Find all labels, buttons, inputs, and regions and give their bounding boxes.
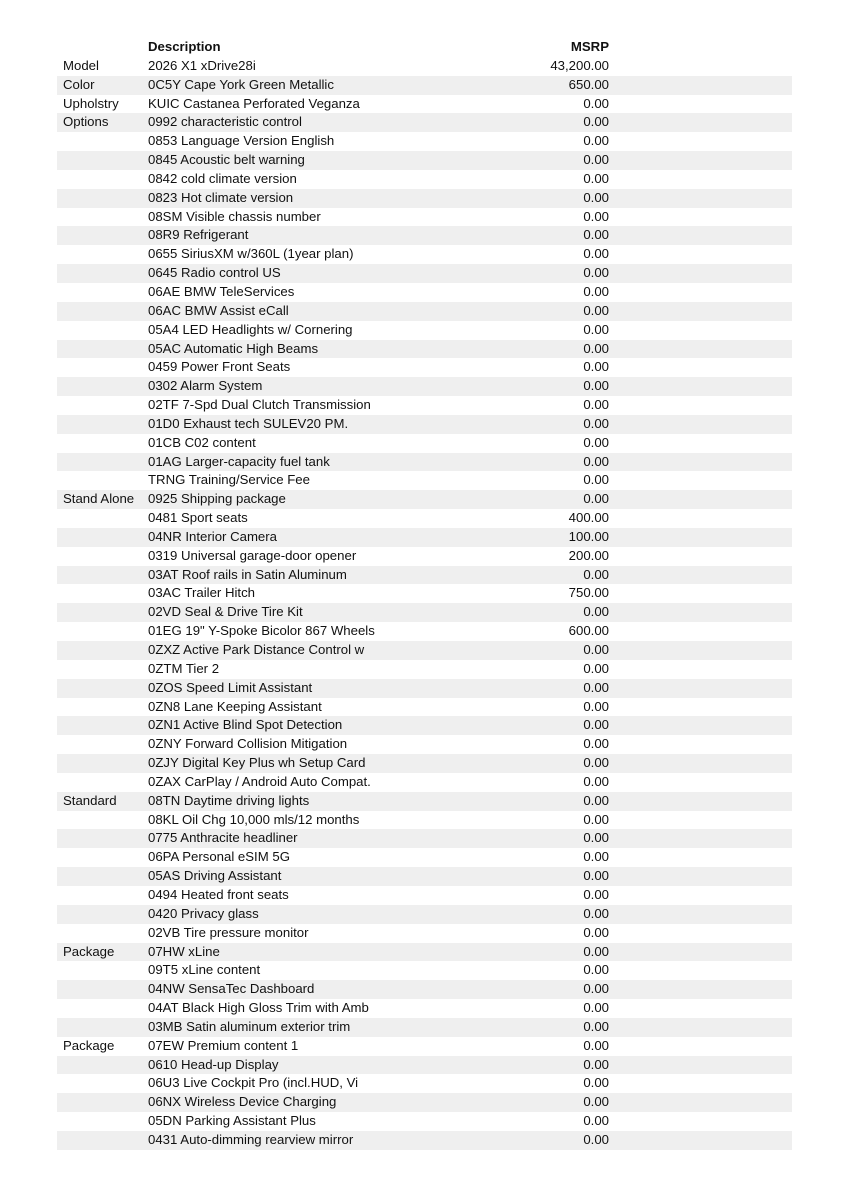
row-msrp: 0.00 (583, 415, 609, 431)
row-description: 0992 characteristic control (148, 114, 302, 130)
row-description: 03AC Trailer Hitch (148, 585, 255, 601)
row-description: 08TN Daytime driving lights (148, 792, 310, 808)
row-description: 06AC BMW Assist eCall (148, 302, 289, 318)
row-description: 08SM Visible chassis number (148, 208, 321, 224)
row-msrp: 0.00 (583, 1113, 609, 1129)
table-row (57, 340, 792, 359)
row-msrp: 43,200.00 (550, 57, 609, 73)
row-description: 0459 Power Front Seats (148, 359, 291, 375)
row-msrp: 0.00 (583, 679, 609, 695)
row-msrp: 650.00 (568, 76, 609, 92)
row-category: Model (63, 57, 99, 73)
row-description: 02VB Tire pressure monitor (148, 924, 309, 940)
row-msrp: 0.00 (583, 660, 609, 676)
row-description: 0319 Universal garage-door opener (148, 547, 357, 563)
table-row (57, 151, 792, 170)
row-description: 0610 Head-up Display (148, 1056, 279, 1072)
row-msrp: 0.00 (583, 962, 609, 978)
table-row (57, 660, 792, 679)
row-msrp: 0.00 (583, 642, 609, 657)
table-row (57, 434, 792, 453)
row-category: Stand Alone (63, 491, 135, 507)
row-description: 0842 cold climate version (148, 170, 297, 186)
table-row (57, 264, 792, 283)
row-description: 0ZTM Tier 2 (148, 660, 220, 676)
row-description: 05A4 LED Headlights w/ Cornering (148, 321, 353, 337)
table-row (57, 716, 792, 735)
price-sheet (57, 38, 792, 1150)
row-description: 01D0 Exhaust tech SULEV20 PM. (148, 415, 349, 431)
row-msrp: 0.00 (583, 849, 609, 865)
row-msrp: 0.00 (583, 472, 609, 488)
row-description: 0775 Anthracite headliner (148, 830, 298, 846)
table-row (57, 924, 792, 943)
row-msrp: 0.00 (583, 1075, 609, 1091)
row-msrp: 0.00 (583, 886, 609, 902)
row-description: 06NX Wireless Device Charging (148, 1094, 337, 1110)
row-msrp: 0.00 (583, 95, 609, 111)
table-row (57, 302, 792, 321)
row-msrp: 100.00 (568, 528, 609, 544)
row-description: 0302 Alarm System (148, 378, 263, 394)
table-row (57, 113, 792, 132)
row-msrp: 0.00 (583, 566, 609, 582)
row-msrp: 400.00 (568, 510, 609, 526)
table-row (57, 1018, 792, 1037)
row-description: 0ZN8 Lane Keeping Assistant (148, 698, 322, 714)
row-description: 01CB C02 content (148, 434, 256, 450)
row-description: 08R9 Refrigerant (148, 227, 249, 243)
table-row (57, 471, 792, 490)
row-description: 0853 Language Version English (148, 133, 335, 149)
table-row (57, 754, 792, 773)
row-description: 0420 Privacy glass (148, 905, 259, 921)
table-row (57, 1131, 792, 1150)
table-row (57, 603, 792, 622)
table-row (57, 321, 792, 340)
row-description: 05AS Driving Assistant (148, 868, 282, 884)
table-row (57, 170, 792, 189)
table-row (57, 1056, 792, 1075)
row-msrp: 0.00 (583, 321, 609, 337)
row-msrp: 0.00 (583, 170, 609, 186)
table-row (57, 189, 792, 208)
table-row (57, 490, 792, 509)
table-row (57, 980, 792, 999)
table-row (57, 377, 792, 396)
table-row (57, 735, 792, 754)
row-msrp: 0.00 (583, 340, 609, 356)
row-description: 08KL Oil Chg 10,000 mls/12 months (148, 811, 360, 827)
row-category: Package (63, 943, 115, 959)
row-msrp: 0.00 (583, 378, 609, 394)
table-row (57, 943, 792, 962)
row-category: Color (63, 76, 95, 92)
table-header (57, 38, 792, 57)
row-description: 0ZAX CarPlay / Android Auto Compat. (148, 773, 371, 789)
row-msrp: 0.00 (583, 227, 609, 243)
row-msrp: 0.00 (583, 302, 609, 318)
table-row (57, 415, 792, 434)
row-description: 07EW Premium content 1 (148, 1037, 299, 1053)
table-row (57, 773, 792, 792)
table-row (57, 584, 792, 603)
row-description: 0645 Radio control US (148, 265, 281, 281)
table-row (57, 1112, 792, 1131)
table-row (57, 1074, 792, 1093)
table-row (57, 999, 792, 1018)
row-msrp: 0.00 (583, 114, 609, 130)
row-description: 06PA Personal eSIM 5G (148, 849, 290, 865)
table-row (57, 848, 792, 867)
msrp-column-header: MSRP (570, 39, 609, 54)
table-row (57, 867, 792, 886)
row-msrp: 0.00 (583, 1000, 609, 1016)
row-msrp: 0.00 (583, 811, 609, 827)
option-list (57, 57, 792, 1150)
row-description: 0ZN1 Active Blind Spot Detection (148, 717, 343, 733)
row-description: 0823 Hot climate version (148, 189, 294, 205)
table-row (57, 396, 792, 415)
row-msrp: 0.00 (583, 830, 609, 846)
table-row (57, 792, 792, 811)
row-description: 0925 Shipping package (148, 491, 286, 507)
table-row (57, 641, 792, 660)
row-description: 0481 Sport seats (148, 510, 248, 526)
row-msrp: 0.00 (583, 717, 609, 733)
table-row (57, 679, 792, 698)
table-row (57, 1093, 792, 1112)
table-row (57, 886, 792, 905)
row-msrp: 200.00 (568, 547, 609, 563)
row-msrp: 0.00 (583, 792, 609, 808)
table-row (57, 132, 792, 151)
table-row (57, 1037, 792, 1056)
row-msrp: 0.00 (583, 265, 609, 281)
row-description: 0845 Acoustic belt warning (148, 152, 305, 168)
row-msrp: 0.00 (583, 1018, 609, 1034)
description-column-header: Description (148, 39, 221, 54)
table-row (57, 547, 792, 566)
row-description: 05DN Parking Assistant Plus (148, 1113, 316, 1129)
row-msrp: 0.00 (583, 189, 609, 205)
row-description: 04NR Interior Camera (148, 528, 277, 544)
table-row (57, 905, 792, 924)
row-description: 06U3 Live Cockpit Pro (incl.HUD, Vi (148, 1075, 359, 1091)
table-row (57, 453, 792, 472)
table-row (57, 961, 792, 980)
row-description: 09T5 xLine content (148, 962, 261, 978)
row-msrp: 0.00 (583, 133, 609, 149)
row-description: 05AC Automatic High Beams (148, 340, 319, 356)
row-msrp: 0.00 (583, 868, 609, 884)
row-category: Options (63, 114, 109, 130)
row-category: Standard (63, 792, 117, 808)
row-msrp: 0.00 (583, 283, 609, 299)
row-description: 0655 SiriusXM w/360L (1year plan) (148, 246, 354, 262)
row-msrp: 0.00 (583, 1056, 609, 1072)
row-category: Package (63, 1037, 115, 1053)
row-msrp: 0.00 (583, 434, 609, 450)
table-row (57, 245, 792, 264)
table-row (57, 283, 792, 302)
row-msrp: 0.00 (583, 981, 609, 997)
table-row (57, 829, 792, 848)
row-description: TRNG Training/Service Fee (148, 472, 310, 488)
row-msrp: 0.00 (583, 359, 609, 375)
row-msrp: 0.00 (583, 736, 609, 752)
row-description: 06AE BMW TeleServices (148, 283, 295, 299)
row-msrp: 0.00 (583, 1131, 609, 1147)
table-row (57, 566, 792, 585)
row-msrp: 0.00 (583, 773, 609, 789)
row-msrp: 750.00 (568, 585, 609, 601)
row-msrp: 0.00 (583, 246, 609, 262)
row-description: 0431 Auto-dimming rearview mirror (148, 1131, 354, 1147)
row-description: 0ZOS Speed Limit Assistant (148, 679, 313, 695)
table-row (57, 226, 792, 245)
row-description: 0ZNY Forward Collision Mitigation (148, 736, 348, 752)
table-row (57, 208, 792, 227)
table-row (57, 698, 792, 717)
table-row (57, 358, 792, 377)
row-msrp: 0.00 (583, 698, 609, 714)
table-row (57, 509, 792, 528)
table-row (57, 622, 792, 641)
row-msrp: 0.00 (583, 491, 609, 507)
row-description: 2026 X1 xDrive28i (148, 57, 256, 73)
row-description: 02TF 7-Spd Dual Clutch Transmission (148, 397, 371, 413)
row-msrp: 0.00 (583, 943, 609, 959)
table-row (57, 57, 792, 76)
row-category: Upholstry (63, 95, 119, 111)
row-description: KUIC Castanea Perforated Veganza (148, 95, 360, 111)
table-row (57, 95, 792, 114)
row-msrp: 0.00 (583, 604, 609, 620)
row-description: 03AT Roof rails in Satin Aluminum (148, 566, 347, 582)
row-msrp: 0.00 (583, 1094, 609, 1110)
row-description: 01AG Larger-capacity fuel tank (148, 453, 330, 469)
row-msrp: 0.00 (583, 453, 609, 469)
row-description: 01EG 19" Y-Spoke Bicolor 867 Wheels (148, 623, 375, 639)
table-row (57, 811, 792, 830)
row-description: 03MB Satin aluminum exterior trim (148, 1018, 351, 1034)
row-msrp: 0.00 (583, 924, 609, 940)
row-msrp: 600.00 (568, 623, 609, 639)
row-description: 04NW SensaTec Dashboard (148, 981, 315, 997)
row-msrp: 0.00 (583, 397, 609, 413)
row-description: 0ZXZ Active Park Distance Control w (148, 642, 365, 657)
row-msrp: 0.00 (583, 152, 609, 168)
table-row (57, 528, 792, 547)
row-description: 0C5Y Cape York Green Metallic (148, 76, 334, 92)
row-description: 02VD Seal & Drive Tire Kit (148, 604, 303, 620)
row-description: 07HW xLine (148, 943, 220, 959)
row-description: 0ZJY Digital Key Plus wh Setup Card (148, 755, 366, 771)
row-description: 04AT Black High Gloss Trim with Amb (148, 1000, 369, 1016)
row-msrp: 0.00 (583, 208, 609, 224)
row-msrp: 0.00 (583, 905, 609, 921)
table-row (57, 76, 792, 95)
row-description: 0494 Heated front seats (148, 886, 289, 902)
row-msrp: 0.00 (583, 1037, 609, 1053)
row-msrp: 0.00 (583, 755, 609, 771)
